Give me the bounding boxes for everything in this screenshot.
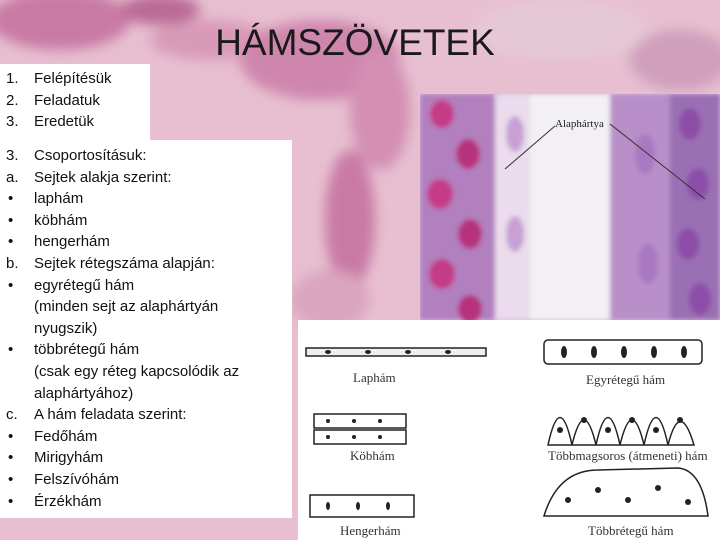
micrograph-label: Alaphártya — [555, 118, 604, 130]
list-item: • Felszívóhám — [8, 470, 120, 488]
list-item: b. Sejtek rétegszáma alapján: — [6, 254, 215, 272]
label-hengerham: Hengerhám — [340, 523, 401, 538]
list-item: (minden sejt az alaphártyán nyugszik) — [34, 298, 219, 337]
epithelium-diagrams — [298, 320, 720, 540]
list-item: • egyrétegű hám — [8, 276, 135, 294]
main-list — [0, 145, 290, 512]
list-item: • Fedőhám — [8, 427, 98, 445]
list-item: • laphám — [8, 190, 84, 208]
list-item: • többrétegű hám — [8, 341, 140, 359]
list-item: (csak egy réteg kapcsolódik az alaphártyához) — [34, 362, 240, 402]
epithelium-drawings — [298, 320, 720, 540]
list-item: • Érzékhám — [8, 492, 102, 510]
list-item: • köbhám — [8, 211, 88, 229]
list-item: • Mirigyhám — [8, 449, 104, 467]
label-tobbmagsoros: Többmagsoros (átmeneti) hám — [548, 448, 708, 463]
list-item: a. Sejtek alakja szerint: — [6, 168, 172, 186]
intro-list — [0, 68, 112, 133]
list-item: 3. Eredetük — [6, 113, 95, 131]
label-tobbretegu: Többrétegű hám — [588, 523, 674, 538]
list-item: 2. Feladatuk — [6, 91, 100, 109]
label-laphám: Laphám — [353, 370, 396, 385]
label-kobham: Köbhám — [350, 448, 395, 463]
list-item: 1. Felépítésük — [6, 70, 112, 87]
list-item: • hengerhám — [8, 233, 110, 251]
page-title: HÁMSZÖVETEK — [215, 22, 495, 63]
list-item: 3. Csoportosításuk: — [6, 147, 147, 164]
list-item: c. A hám feladata szerint: — [6, 406, 187, 424]
label-egyretegu: Egyrétegű hám — [586, 372, 666, 387]
